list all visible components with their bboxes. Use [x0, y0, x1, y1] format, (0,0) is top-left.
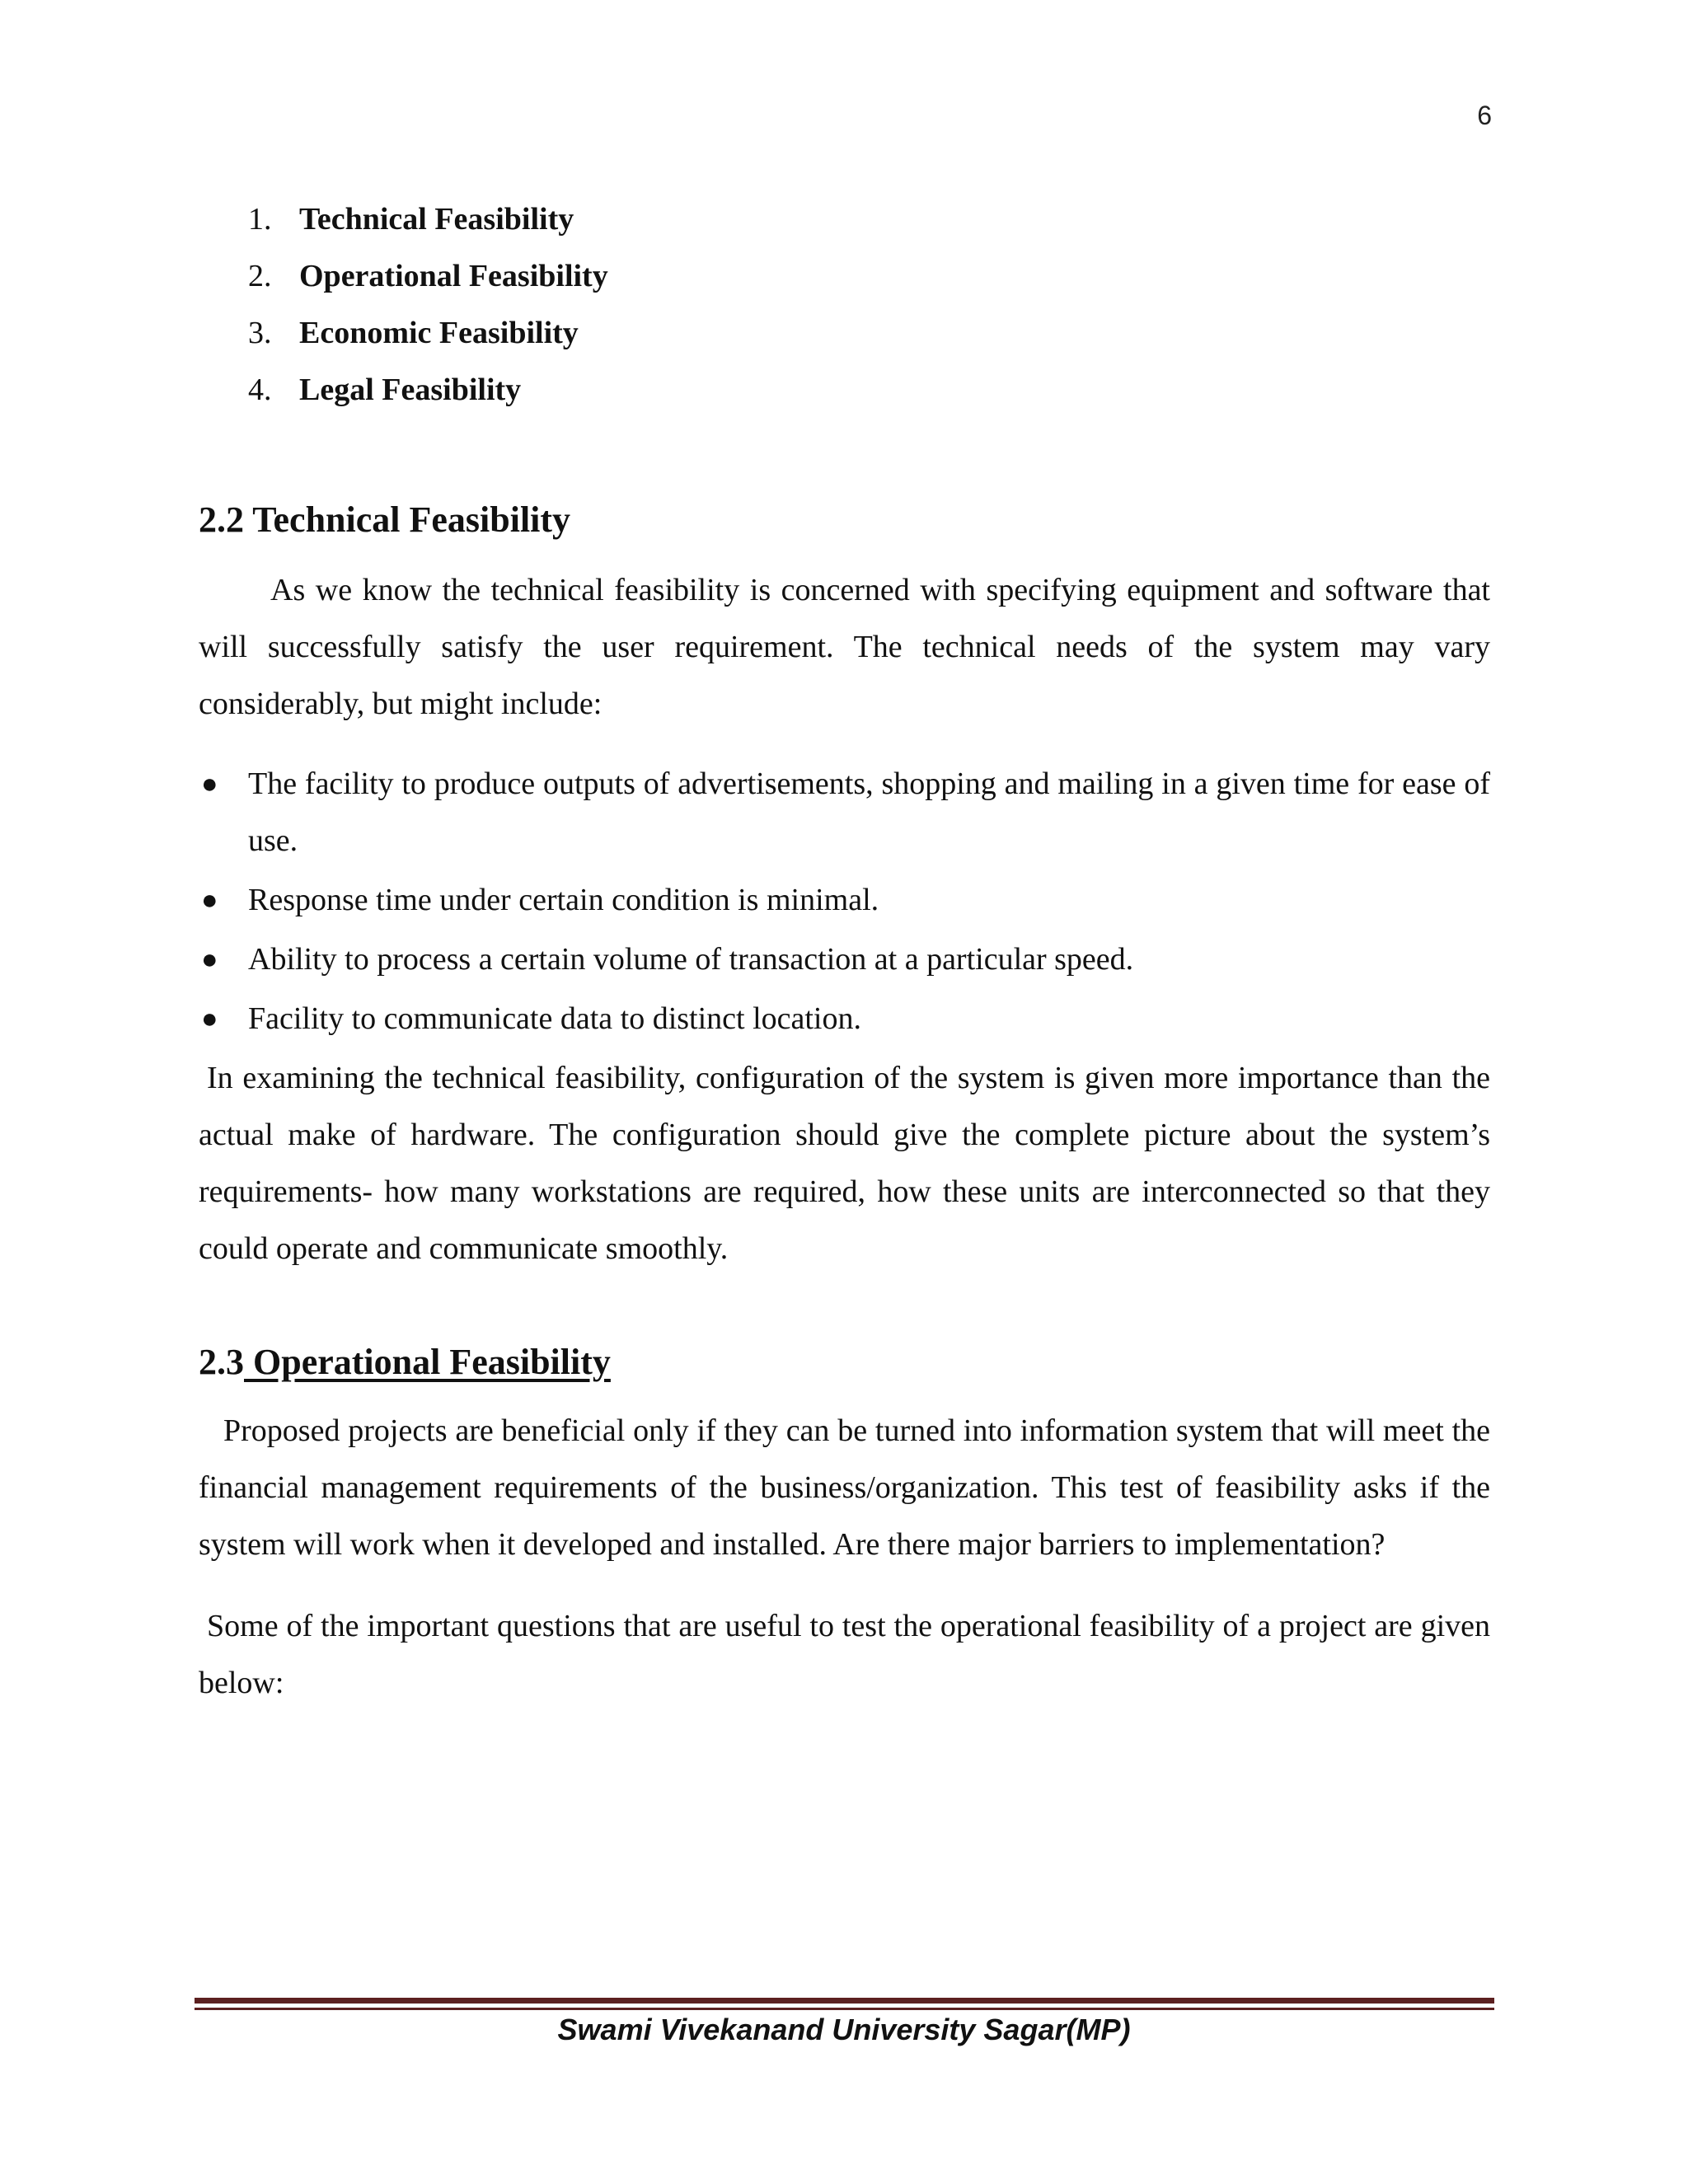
footer-divider-thick — [195, 1998, 1494, 2004]
list-item-number: 2. — [248, 259, 272, 293]
footer-divider-thin — [195, 2008, 1494, 2010]
bullet-dot-icon: ● — [201, 1004, 218, 1034]
footer — [0, 2013, 1688, 2047]
bullet-item — [199, 931, 1490, 988]
bullet-text: The facility to produce outputs of advertisements, shopping and mailing in a given time for ease of use. — [248, 766, 1490, 858]
page-number: 6 — [1477, 101, 1492, 130]
list-item — [199, 191, 1490, 248]
bullet-dot-icon: ● — [201, 769, 218, 799]
page-content — [199, 191, 1490, 1712]
list-item — [199, 305, 1490, 362]
list-item-label: Legal Feasibility — [299, 373, 522, 407]
technical-closing-paragraph: In examining the technical feasibility, configuration of the system is given more importance than the actual make of hardware. The configuration should give the complete picture about the system’s requirements- how many workstations are required, how these units are interconnected so that they could operate and communicate smoothly. — [199, 1061, 1490, 1266]
section-heading-technical-feasibility: 2.2 Technical Feasibility — [199, 499, 571, 540]
list-item-label: Economic Feasibility — [299, 316, 579, 350]
bullet-item — [199, 991, 1490, 1047]
bullet-text: Facility to communicate data to distinct location. — [248, 1001, 861, 1036]
bullet-dot-icon: ● — [201, 885, 218, 916]
bullet-item — [199, 872, 1490, 929]
section-heading-title-text: Operational Feasibility — [253, 1342, 611, 1382]
footer-university-name: Swami Vivekanand University Sagar(MP) — [557, 2013, 1131, 2046]
section-heading-operational-feasibility — [199, 1335, 1490, 1390]
list-item — [199, 248, 1490, 305]
list-item-label: Operational Feasibility — [299, 259, 608, 293]
list-item-number: 1. — [248, 202, 272, 237]
operational-paragraph-2: Some of the important questions that are useful to test the operational feasibility of a project are given below: — [199, 1609, 1490, 1700]
operational-paragraph-1: Proposed projects are beneficial only if they can be turned into information system that will meet the financial management requirements of the business/organization. This test of feasibility asks if the system will work when it developed and installed. Are there major barriers to implementation? — [199, 1413, 1490, 1562]
technical-intro-paragraph: As we know the technical feasibility is concerned with specifying equipment and software that will successfully satisfy the user requirement. The technical needs of the system may vary considerably, but might include: — [199, 573, 1490, 721]
list-item — [199, 362, 1490, 419]
section-heading-title — [244, 1342, 611, 1382]
bullet-dot-icon: ● — [201, 944, 218, 975]
list-item-label: Technical Feasibility — [299, 202, 574, 237]
feasibility-list — [199, 191, 1490, 419]
bullet-item — [199, 756, 1490, 869]
list-item-number: 3. — [248, 316, 272, 350]
bullet-text: Ability to process a certain volume of transaction at a particular speed. — [248, 942, 1134, 977]
list-item-number: 4. — [248, 373, 272, 407]
section-heading-number: 2.3 — [199, 1342, 244, 1382]
technical-needs-bullet-list — [199, 756, 1490, 1047]
bullet-text: Response time under certain condition is minimal. — [248, 883, 879, 917]
